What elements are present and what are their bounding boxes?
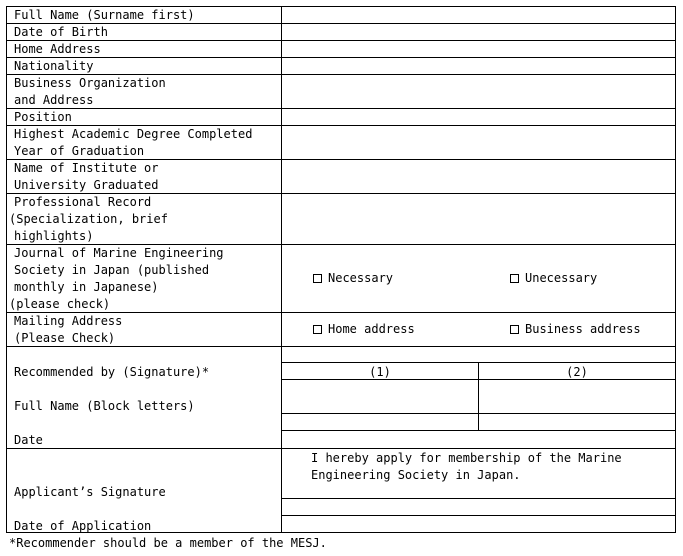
value-line [281,515,676,516]
label-nationality: Nationality [14,59,94,73]
row-line [6,108,676,109]
row-line [6,57,676,58]
footnote: *Recommender should be a member of the MESJ. [9,536,327,550]
label-professional-record: highlights) [14,229,94,243]
value-line [281,498,676,499]
label-academic-degree: Highest Academic Degree Completed [14,127,253,141]
label-business-organization: Business Organization [14,76,166,90]
recommender-1-header: (1) [369,365,391,379]
form-border-right [675,6,676,533]
label-position: Position [14,110,72,124]
label-year-of-graduation: Year of Graduation [14,144,145,158]
label-full-name: Full Name (Surname first) [14,8,195,22]
option-necessary-label: Necessary [328,271,394,285]
value-line [281,362,676,363]
label-journal: (please check) [9,297,111,311]
checkbox-icon[interactable] [510,274,519,283]
label-mailing-address: (Please Check) [14,331,116,345]
option-home-address[interactable] [313,321,415,338]
label-home-address: Home Address [14,42,101,56]
option-unecessary-label: Unecessary [525,271,598,285]
label-date: Date [14,433,43,447]
label-full-name-block: Full Name (Block letters) [14,399,195,413]
value-line [281,413,676,414]
checkbox-icon[interactable] [510,325,519,334]
option-home-address-label: Home address [328,322,415,336]
label-journal: Journal of Marine Engineering [14,246,224,260]
row-line [6,448,676,449]
option-necessary[interactable] [313,270,393,287]
declaration-text: Engineering Society in Japan. [311,468,521,482]
label-professional-record: (Specialization, brief [9,212,168,226]
label-applicant-signature: Applicant’s Signature [14,485,166,499]
option-unecessary[interactable] [510,270,597,287]
option-business-address[interactable] [510,321,641,338]
label-institute: University Graduated [14,178,159,192]
label-mailing-address: Mailing Address [14,314,123,328]
label-journal: monthly in Japanese) [14,280,159,294]
form-border-left [6,6,7,533]
label-journal: Society in Japan (published [14,263,210,277]
label-date-of-birth: Date of Birth [14,25,108,39]
label-institute: Name of Institute or [14,161,159,175]
checkbox-icon[interactable] [313,274,322,283]
label-recommended-by: Recommended by (Signature)* [14,365,210,379]
declaration-text: I hereby apply for membership of the Marine [311,451,622,465]
column-divider [281,6,282,533]
option-business-address-label: Business address [525,322,641,336]
label-professional-record: Professional Record [14,195,152,209]
label-date-of-application: Date of Application [14,519,152,533]
value-line [281,430,676,431]
label-business-organization: and Address [14,93,94,107]
checkbox-icon[interactable] [313,325,322,334]
recommender-2-header: (2) [566,365,588,379]
